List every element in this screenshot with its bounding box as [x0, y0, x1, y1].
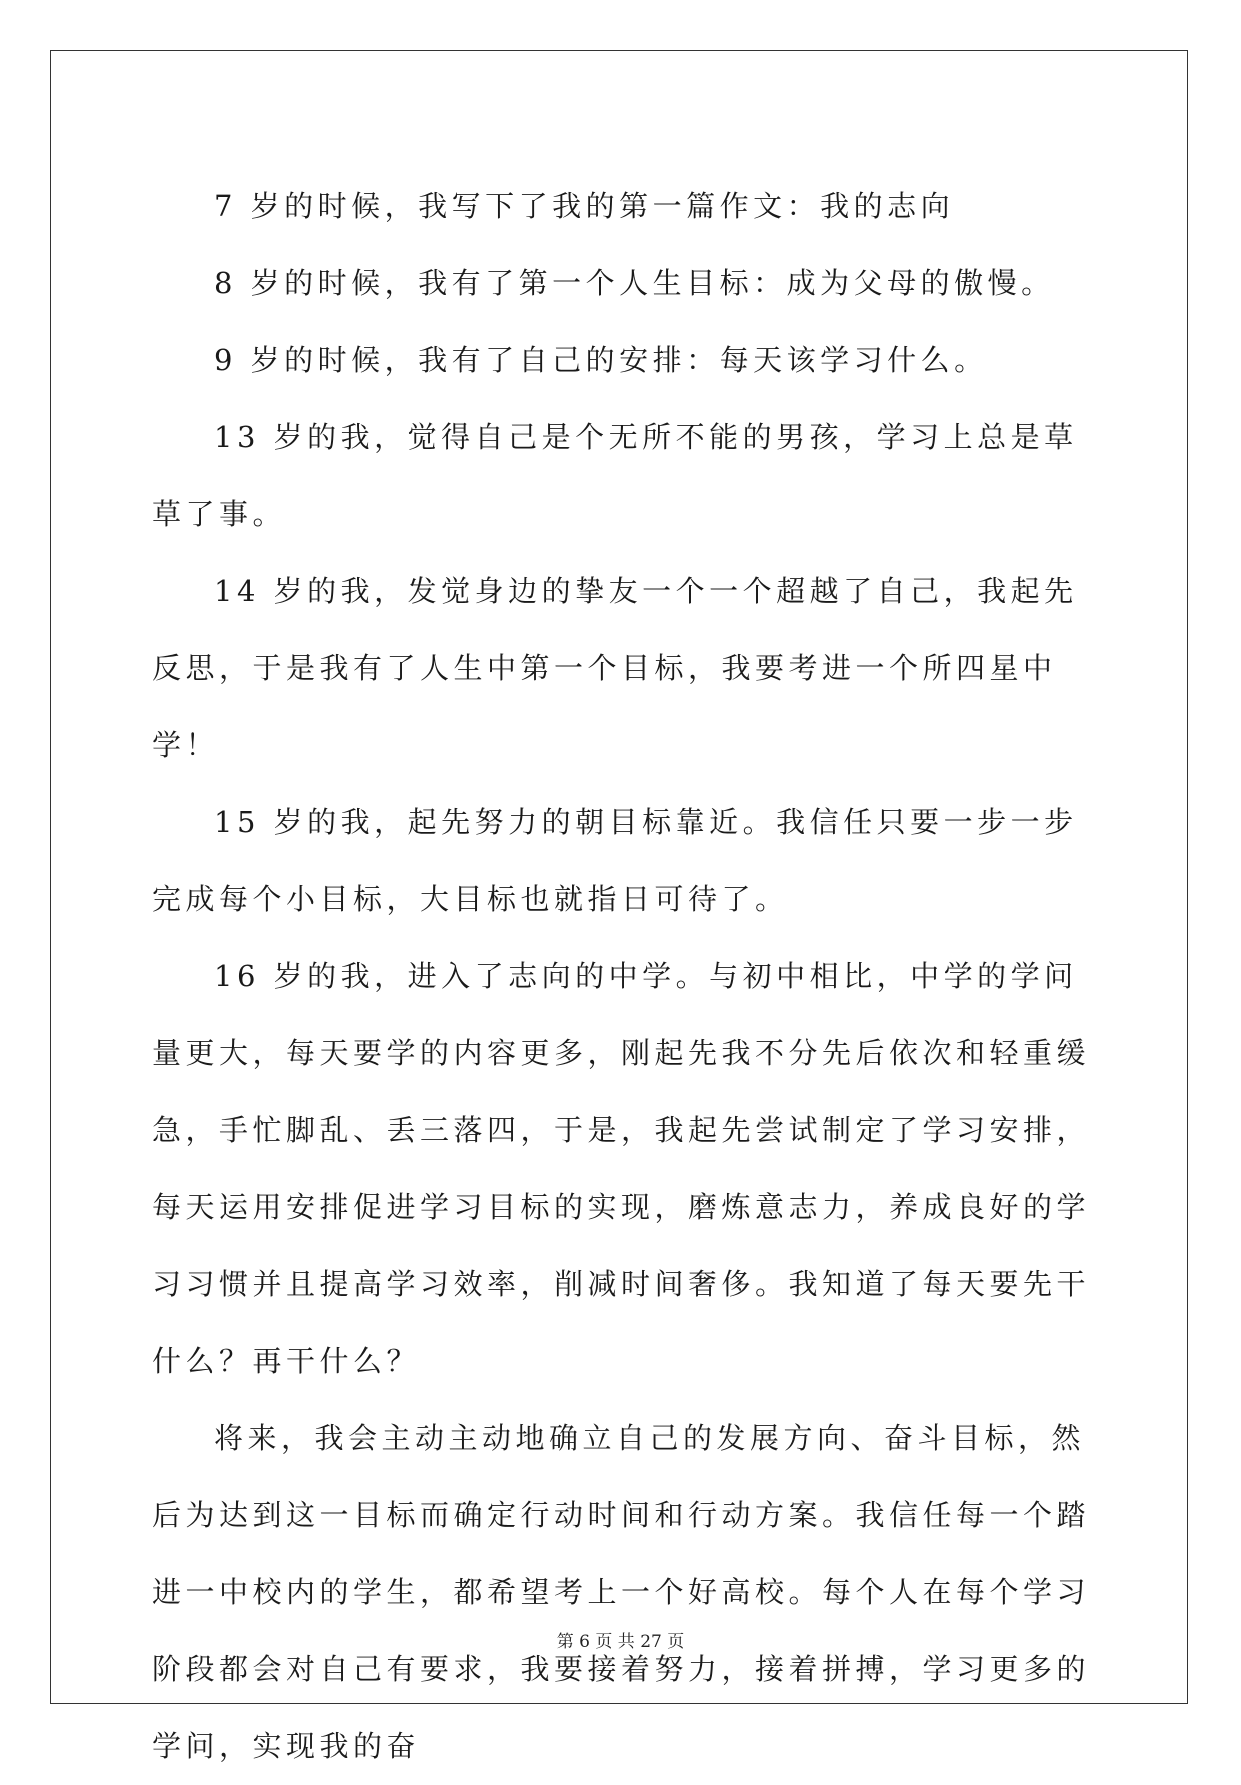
paragraph: 9 岁的时候，我有了自己的安排：每天该学习什么。: [214, 343, 988, 377]
page-number-footer: 第 6 页 共 27 页: [556, 1632, 685, 1652]
paragraph: 14 岁的我，发觉身边的挚友一个一个超越了自己，我起先反思，于是我有了人生中第一个目标，我要考进一个所四星中学！: [152, 574, 1078, 762]
paragraph: 15 岁的我，起先努力的朝目标靠近。我信任只要一步一步完成每个小目标，大目标也就指日可待了。: [152, 805, 1078, 916]
paragraph: 8 岁的时候，我有了第一个人生目标：成为父母的傲慢。: [214, 266, 1055, 300]
paragraph: 13 岁的我，觉得自己是个无所不能的男孩，学习上总是草草了事。: [152, 420, 1078, 531]
paragraph: 将来，我会主动主动地确立自己的发展方向、奋斗目标，然后为达到这一目标而确定行动时间和行动方案。我信任每一个踏进一中校内的学生，都希望考上一个好高校。每个人在每个学习阶段都会对自己有要求，我要接着努力，接着拼搏，学习更多的学问，实现我的奋: [152, 1421, 1091, 1763]
document-body: [152, 168, 1092, 1785]
paragraph: 16 岁的我，进入了志向的中学。与初中相比，中学的学问量更大，每天要学的内容更多，刚起先我不分先后依次和轻重缓急，手忙脚乱、丢三落四，于是，我起先尝试制定了学习安排，每天运用安排促进学习目标的实现，磨炼意志力，养成良好的学习习惯并且提高学习效率，削减时间奢侈。我知道了每天要先干什么？再干什么？: [152, 959, 1091, 1378]
paragraph: 7 岁的时候，我写下了我的第一篇作文：我的志向: [214, 189, 955, 223]
